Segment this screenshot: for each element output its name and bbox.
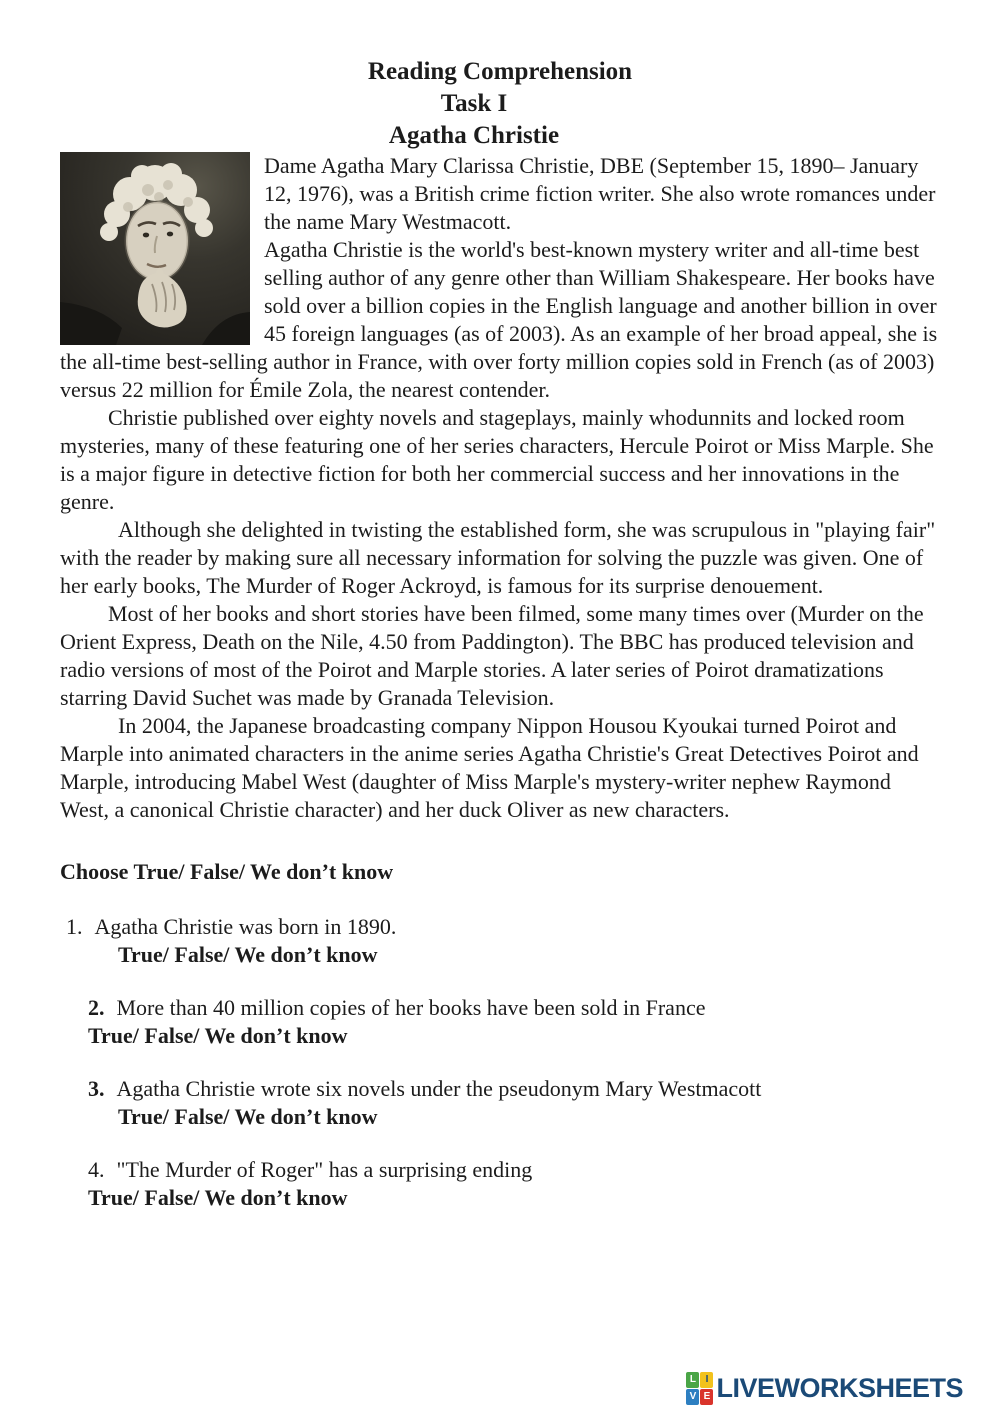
question-item-3 — [88, 1075, 940, 1131]
task-subtitle: Task I — [440, 90, 508, 117]
question-text: More than 40 million copies of her books have been sold in France — [116, 995, 706, 1020]
question-item-2 — [88, 994, 940, 1050]
logo-square-i: I — [700, 1372, 713, 1388]
logo-square-e: E — [700, 1389, 713, 1405]
answer-options[interactable]: True/ False/ We don’t know — [88, 1023, 348, 1048]
question-item-1 — [66, 913, 940, 969]
page-title: Reading Comprehension — [367, 58, 633, 85]
agatha-christie-photo — [60, 152, 250, 345]
question-text: Agatha Christie was born in 1890. — [94, 914, 397, 939]
logo-square-l: L — [686, 1372, 699, 1388]
question-item-4 — [88, 1156, 940, 1212]
question-number: 1. — [66, 914, 83, 939]
liveworksheets-logo[interactable] — [686, 1372, 963, 1405]
question-number: 3. — [88, 1076, 105, 1101]
title-block — [60, 56, 940, 152]
paragraph: Dame Agatha Mary Clarissa Christie, DBE (September 15, 1890– January 12, 1976), was a British crime fiction writer. She also wrote romances under the name Mary Westmacott. — [264, 153, 936, 234]
reading-passage — [60, 152, 940, 824]
questions-section — [60, 858, 940, 1212]
question-number: 4. — [88, 1157, 105, 1182]
topic-subtitle: Agatha Christie — [388, 122, 560, 149]
question-number: 2. — [88, 995, 105, 1020]
paragraph: Although she delighted in twisting the established form, she was scrupulous in "playing fair" with the reader by making sure all necessary information for solving the puzzle was given. One of her early books, The Murder of Roger Ackroyd, is famous for its surprise denouement. — [60, 517, 936, 598]
questions-heading: Choose True/ False/ We don’t know — [60, 859, 394, 884]
brand-text: LIVEWORKSHEETS — [716, 1373, 963, 1403]
logo-square-v: V — [686, 1389, 699, 1405]
answer-options[interactable]: True/ False/ We don’t know — [88, 1185, 348, 1210]
question-text: "The Murder of Roger" has a surprising ending — [116, 1157, 533, 1182]
paragraph: In 2004, the Japanese broadcasting company Nippon Housou Kyoukai turned Poirot and Marple into animated characters in the anime series Agatha Christie's Great Detectives Poirot and Marple, introducing Mabel West (daughter of Miss Marple's mystery-writer nephew Raymond West, a canonical Christie character) and her duck Oliver as new characters. — [60, 713, 919, 822]
paragraph: Agatha Christie is the world's best-known mystery writer and all-time best selling author of any genre other than William Shakespeare. Her books have sold over a billion copies in the English language and another billion in over 45 foreign languages (as of 2003). As an example of her broad appeal, she is the all-time best-selling author in France, with over forty million copies sold in French (as of 2003) versus 22 million for Émile Zola, the nearest contender. — [60, 237, 938, 402]
answer-options[interactable]: True/ False/ We don’t know — [118, 942, 378, 967]
paragraph: Most of her books and short stories have been filmed, some many times over (Murder on the Orient Express, Death on the Nile, 4.50 from Paddington). The BBC has produced television and radio versions of most of the Poirot and Marple stories. A later series of Poirot dramatizations starring David Suchet was made by Granada Television. — [60, 601, 924, 710]
liveworksheets-grid-icon — [686, 1372, 713, 1405]
answer-options[interactable]: True/ False/ We don’t know — [118, 1104, 378, 1129]
question-text: Agatha Christie wrote six novels under the pseudonym Mary Westmacott — [116, 1076, 762, 1101]
paragraph: Christie published over eighty novels and stageplays, mainly whodunnits and locked room mysteries, many of these featuring one of her series characters, Hercule Poirot or Miss Marple. She is a major figure in detective fiction for both her commercial success and her innovations in the genre. — [60, 405, 934, 514]
portrait-illustration — [60, 152, 250, 345]
